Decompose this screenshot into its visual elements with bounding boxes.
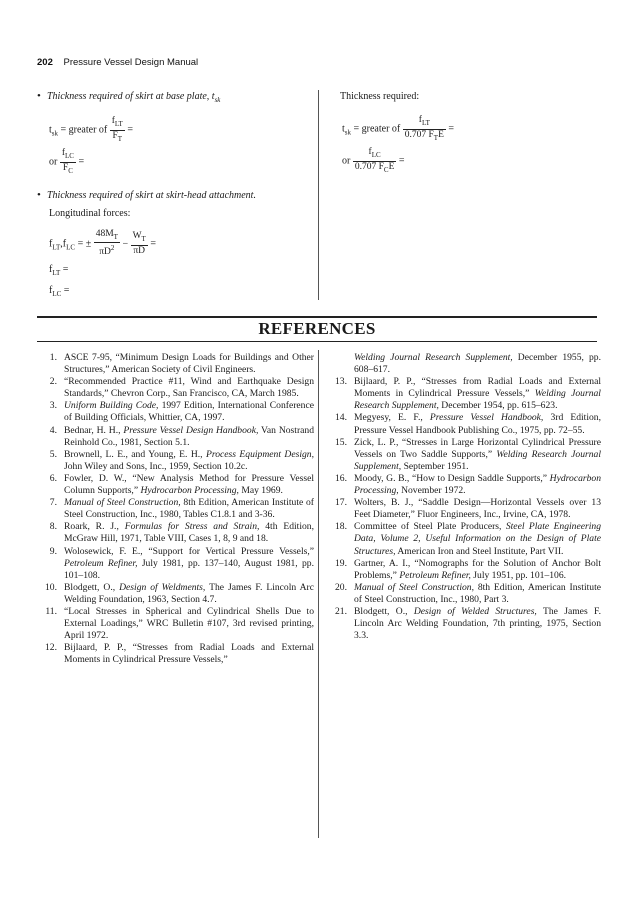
reference-title-italic: Design of Welded Structures, xyxy=(413,605,537,617)
thickness-required-section xyxy=(340,90,610,176)
reference-number: 6. xyxy=(49,472,57,484)
reference-text: Brownell, L. E., and Young, E. H., xyxy=(64,448,206,460)
reference-title-italic: Manual of Steel Construction, xyxy=(354,581,474,593)
reference-text: Gartner, A. I., “Nomographs for the Solution of Anchor Bolt Problems,” xyxy=(354,557,601,581)
reference-text: The James F. Lincoln Arc Welding Foundation, 1963, Section 4.7. xyxy=(64,581,314,605)
reference-number: 8. xyxy=(49,521,57,533)
reference-text: 4th Edition, McGraw Hill, 1971, Table VIII, Cases 1, 8, 9 and 18. xyxy=(64,521,314,545)
reference-number: 17. xyxy=(335,497,347,509)
reference-item xyxy=(325,473,601,497)
reference-text: December 1955, pp. 608–617. xyxy=(354,352,601,376)
reference-text: John Wiley and Sons, Inc., 1959, Section 10.2c. xyxy=(64,460,248,472)
reference-item xyxy=(325,558,601,582)
reference-item xyxy=(35,376,314,400)
reference-number: 16. xyxy=(335,472,347,484)
reference-item xyxy=(325,521,601,557)
reference-item xyxy=(35,606,314,642)
reference-item xyxy=(35,400,314,424)
bullet-base-plate: • Thickness required of skirt at base plate, $t_{sk}$ xyxy=(37,90,307,107)
reference-title-italic: Pressure Vessel Design Handbook, xyxy=(123,424,259,436)
reference-text: November 1972. xyxy=(398,485,466,497)
reference-text: Bednar, H. H., xyxy=(64,424,124,436)
reference-item xyxy=(35,521,314,545)
reference-title-italic: Pressure Vessel Handbook, xyxy=(429,412,544,424)
reference-number: 7. xyxy=(49,497,57,509)
references-rule-top xyxy=(37,316,597,318)
longitudinal-forces-label: Longitudinal forces: xyxy=(49,207,131,219)
reference-item xyxy=(35,473,314,497)
reference-item xyxy=(325,412,601,436)
reference-text: July 1951, pp. 101–106. xyxy=(470,569,567,581)
reference-text: Wolters, B. J., “Saddle Design—Horizontal Vessels over 13 Feet Diameter,” Fluor Engineers, Inc., Irvine, CA, 1978. xyxy=(354,497,601,521)
reference-title-italic: Uniform Building Code, xyxy=(64,400,159,412)
reference-text: The James F. Lincoln Arc Welding Foundation, 7th printing, 1975, Section 3.3. xyxy=(354,605,601,642)
reference-number: 5. xyxy=(49,448,57,460)
reference-number: 18. xyxy=(335,521,347,533)
reference-item xyxy=(325,437,601,473)
reference-text: September 1951. xyxy=(401,460,469,472)
equation-flt: $f_{LT}$ = xyxy=(49,263,69,277)
reference-number: 1. xyxy=(49,352,57,363)
thickness-required-heading: Thickness required: xyxy=(340,91,420,102)
reference-text: Blodgett, O., xyxy=(354,605,414,617)
reference-text: Zick, L. P., “Stresses in Large Horizontal Cylindrical Pressure Vessels on Two Saddle Supports,” xyxy=(354,436,601,460)
reference-item xyxy=(325,352,601,376)
reference-text: American Iron and Steel Institute, Part VII. xyxy=(395,545,564,557)
reference-text: 1997 Edition, International Conference of Building Officials, Whittier, CA, 1997. xyxy=(64,400,314,424)
reference-text: “Recommended Practice #11, Wind and Earthquake Design Standards,” Chevron Corp., San Francisco, CA, March 1985. xyxy=(64,376,314,400)
references-left-column xyxy=(35,352,314,666)
reference-title-italic: Design of Weldments, xyxy=(119,581,206,593)
reference-text: December 1954, pp. 615–623. xyxy=(438,400,558,412)
reference-item xyxy=(35,546,314,582)
reference-title-italic: Hydrocarbon Processing, xyxy=(140,485,239,497)
reference-title-italic: Petroleum Refiner, xyxy=(399,569,471,581)
column-divider-references xyxy=(318,350,319,838)
reference-item xyxy=(325,582,601,606)
reference-text: Megyesy, E. F., xyxy=(354,412,430,424)
reference-item xyxy=(35,425,314,449)
skirt-thickness-section xyxy=(37,90,307,301)
reference-text: Moody, G. B., “How to Design Saddle Supports,” xyxy=(354,472,550,484)
reference-number: 9. xyxy=(49,545,57,557)
column-divider-top xyxy=(318,90,319,300)
reference-item xyxy=(35,449,314,473)
reference-text: 8th Edition, American Institute of Steel Construction, Inc., 1980, Tables C1.8.1 and 3-36. xyxy=(64,497,314,521)
reference-text: Bijlaard, P. P., “Stresses from Radial Loads and External Moments in Cylindrical Pressure Vessels,” xyxy=(354,376,601,400)
reference-item xyxy=(325,606,601,642)
reference-text: Committee of Steel Plate Producers, xyxy=(354,521,506,533)
reference-title-italic: Steel Plate Engineering Data, Volume 2, Useful Information on the Design of Plate Structures, xyxy=(354,521,601,557)
reference-title-italic: Petroleum Refiner, xyxy=(64,557,138,569)
reference-item xyxy=(35,497,314,521)
reference-text: 8th Edition, American Institute of Steel Construction, Inc., 1980, Part 3. xyxy=(354,581,601,605)
reference-text: Blodgett, O., xyxy=(64,581,120,593)
reference-text: May 1969. xyxy=(238,485,283,497)
reference-item xyxy=(325,497,601,521)
reference-number: 4. xyxy=(49,424,57,436)
reference-text: “Local Stresses in Spherical and Cylindrical Shells Due to External Loadings,” WRC Bulletin #107, 3rd revised printing, April 1972. xyxy=(64,605,314,642)
reference-number: 13. xyxy=(335,376,347,388)
reference-text: ASCE 7-95, “Minimum Design Loads for Buildings and Other Structures,” American Society of Civil Engineers. xyxy=(64,352,314,376)
reference-title-italic: Hydrocarbon Processing, xyxy=(354,472,601,497)
reference-number: 14. xyxy=(335,412,347,424)
reference-item xyxy=(325,376,601,412)
reference-text: Fowler, D. W., “New Analysis Method for Pressure Vessel Column Supports,” xyxy=(64,472,314,497)
reference-number: 12. xyxy=(45,642,57,654)
reference-text: July 1981, pp. 137–140, August 1981, pp. 101–108. xyxy=(64,557,315,581)
reference-item xyxy=(35,352,314,376)
reference-title-italic: Welding Journal Research Supplement, xyxy=(354,352,513,363)
reference-item xyxy=(35,642,314,666)
reference-text: 3rd Edition, Pressure Vessel Handbook Publishing Co., 1975, pp. 72–55. xyxy=(354,412,601,436)
page-number: 202 xyxy=(37,57,53,68)
reference-number: 10. xyxy=(45,581,57,593)
equation-tsk-right: $t_{sk}$ = greater of $\frac{f_{LT}}{0.707 F_TE}$ = xyxy=(342,115,455,142)
references-rule-bottom xyxy=(37,341,597,342)
reference-number: 21. xyxy=(335,605,347,617)
reference-title-italic: Welding Research Journal Supplement, xyxy=(354,448,601,472)
reference-title-italic: Manual of Steel Construction, xyxy=(64,497,181,509)
reference-text: Wolosewick, F. E., “Support for Vertical Pressure Vessels,” xyxy=(64,545,314,557)
reference-number: 20. xyxy=(335,581,347,593)
equation-or-left: or $\frac{f_{LC}}{F_C}$ = xyxy=(49,147,85,175)
equation-flc: $f_{LC}$ = xyxy=(49,284,70,298)
reference-number: 11. xyxy=(45,605,57,617)
equation-tsk-left: $t_{sk}$ = greater of $\frac{f_{LT}}{F_T}$ = xyxy=(49,116,133,143)
page-header xyxy=(37,57,198,68)
reference-item xyxy=(35,582,314,606)
equation-or-right: or $\frac{f_{LC}}{0.707 F_CE}$ = xyxy=(342,146,405,174)
reference-title-italic: Formulas for Stress and Strain, xyxy=(124,521,260,533)
references-right-column xyxy=(325,352,601,642)
reference-text: Van Nostrand Reinhold Co., 1981, Section 5.1. xyxy=(64,424,315,448)
running-title: Pressure Vessel Design Manual xyxy=(63,57,199,68)
reference-title-italic: Process Equipment Design, xyxy=(206,448,314,460)
reference-number: 3. xyxy=(49,400,57,412)
equation-longitudinal-force: $f_{LT},f_{LC}$ = ± $\frac{48M_T}{\pi D^2}$ − $\frac{W_T}{\pi D}$ = xyxy=(49,228,156,258)
references-title: REFERENCES xyxy=(258,319,376,338)
reference-text: Bijlaard, P. P., “Stresses from Radial Loads and External Moments in Cylindrical Pressure Vessels,” xyxy=(64,642,314,666)
reference-number: 19. xyxy=(335,557,347,569)
bullet-skirt-head: • Thickness required of skirt at skirt-head attachment. xyxy=(37,189,307,202)
reference-title-italic: Welding Journal Research Supplement, xyxy=(354,388,601,412)
reference-number: 2. xyxy=(49,376,57,388)
reference-text: Roark, R. J., xyxy=(64,521,125,533)
reference-number: 15. xyxy=(335,436,347,448)
